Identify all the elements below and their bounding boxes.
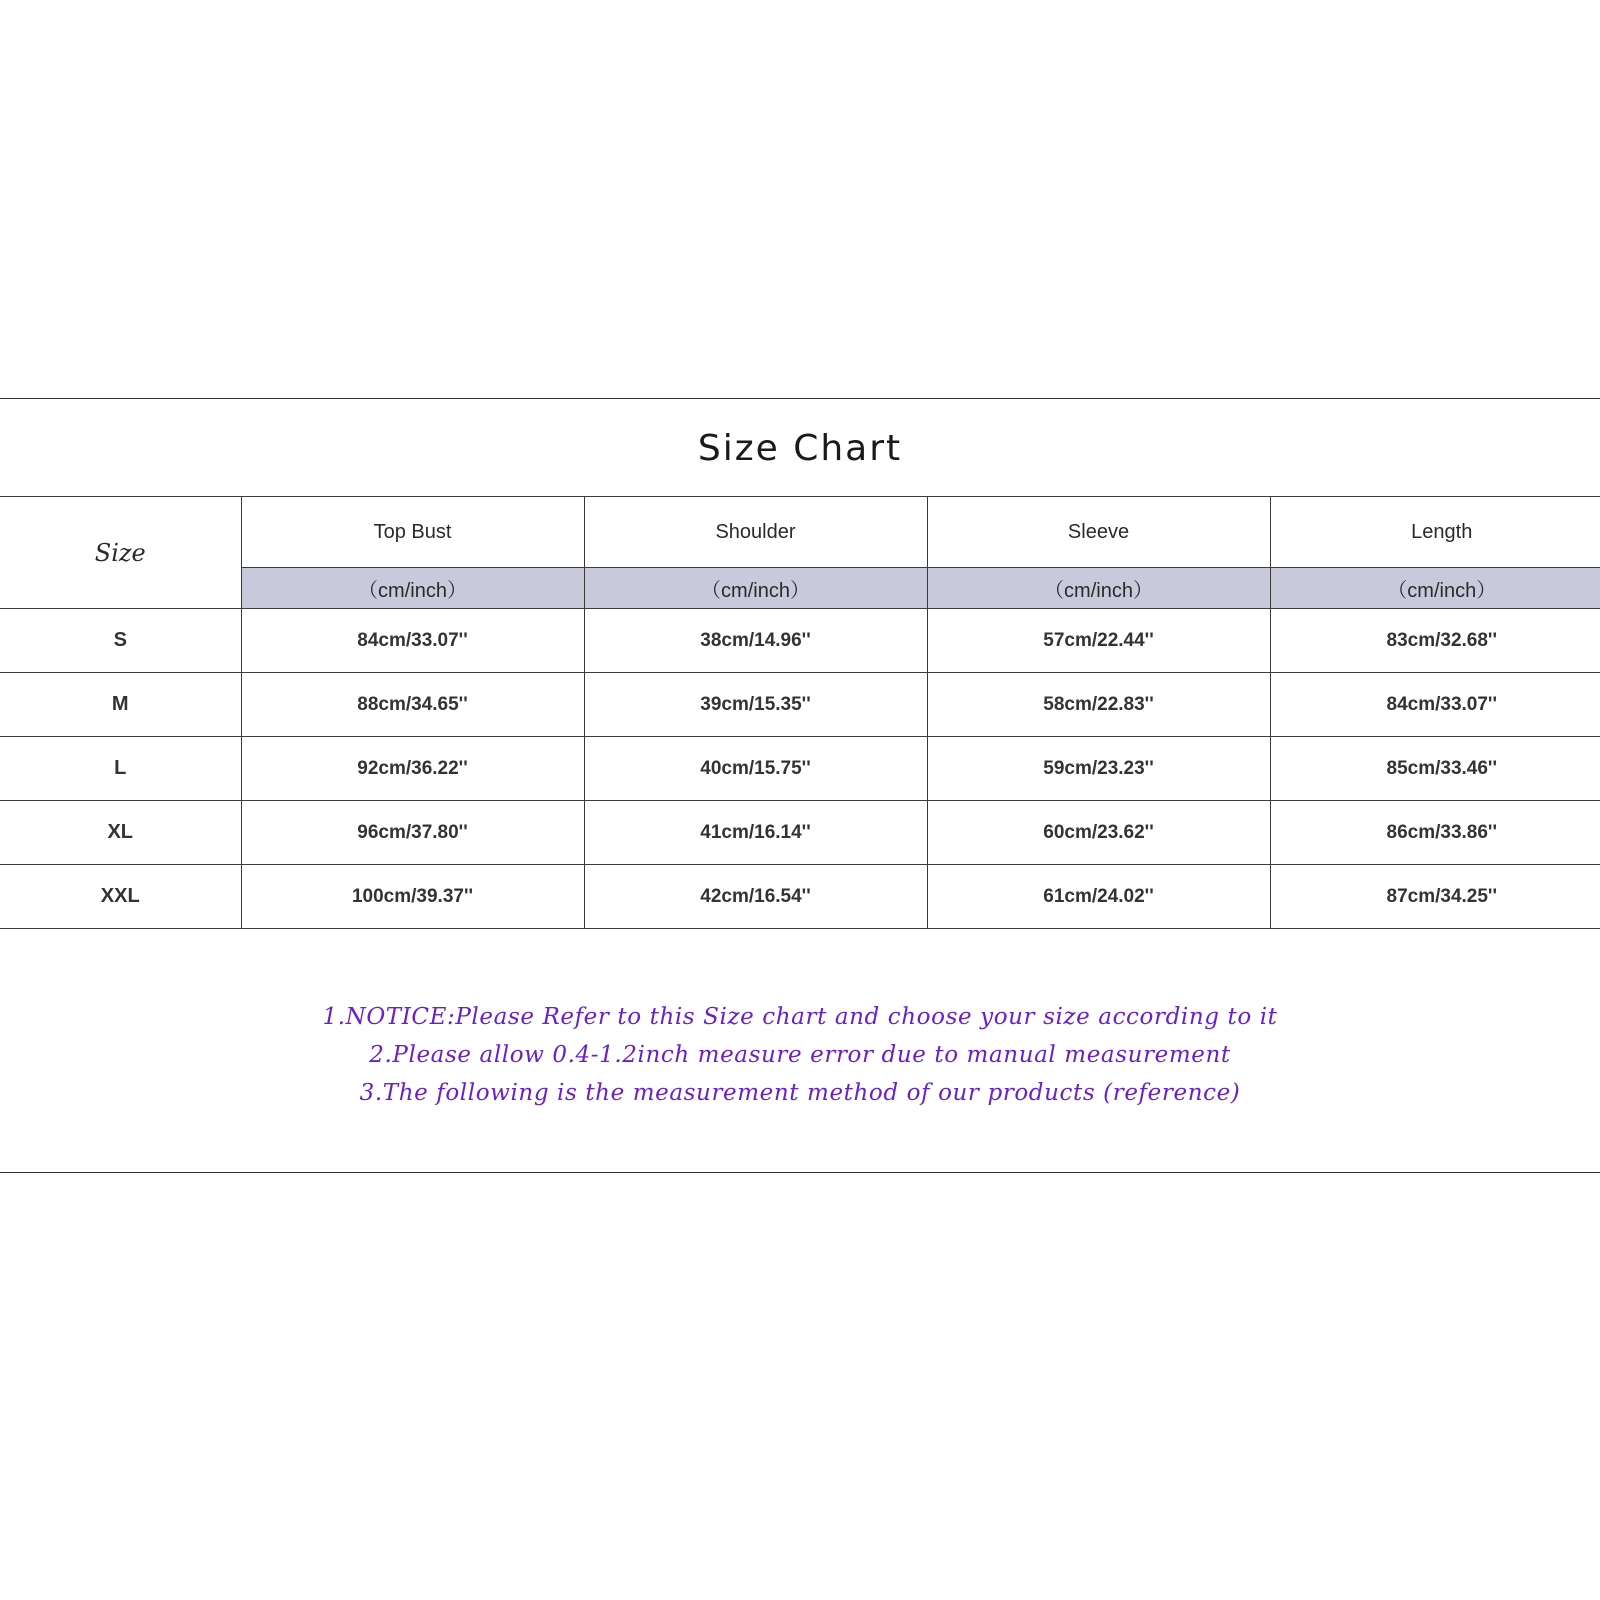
size-chart-table	[0, 496, 1600, 929]
notice-block	[0, 998, 1600, 1112]
length-cell: 83cm/32.68''	[1270, 609, 1600, 673]
sleeve-cell: 57cm/22.44''	[927, 609, 1270, 673]
top-divider	[0, 398, 1600, 399]
shoulder-cell: 38cm/14.96''	[584, 609, 927, 673]
size-column-header: Size	[0, 497, 241, 609]
unit-label: （cm/inch）	[584, 568, 927, 609]
shoulder-cell: 39cm/15.35''	[584, 673, 927, 737]
notice-line: 3.The following is the measurement method of our products (reference)	[359, 1080, 1241, 1106]
size-cell: S	[0, 609, 241, 673]
table-row	[0, 801, 1600, 865]
top-bust-cell: 96cm/37.80''	[241, 801, 584, 865]
sleeve-cell: 59cm/23.23''	[927, 737, 1270, 801]
sleeve-cell: 60cm/23.62''	[927, 801, 1270, 865]
table-header-row	[0, 497, 1600, 568]
column-header-shoulder: Shoulder	[584, 497, 927, 568]
top-bust-cell: 100cm/39.37''	[241, 865, 584, 929]
sleeve-cell: 58cm/22.83''	[927, 673, 1270, 737]
size-cell: XXL	[0, 865, 241, 929]
top-bust-cell: 88cm/34.65''	[241, 673, 584, 737]
table-row	[0, 865, 1600, 929]
length-cell: 87cm/34.25''	[1270, 865, 1600, 929]
shoulder-cell: 40cm/15.75''	[584, 737, 927, 801]
column-header-sleeve: Sleeve	[927, 497, 1270, 568]
size-cell: M	[0, 673, 241, 737]
length-cell: 84cm/33.07''	[1270, 673, 1600, 737]
unit-label: （cm/inch）	[1270, 568, 1600, 609]
sleeve-cell: 61cm/24.02''	[927, 865, 1270, 929]
size-cell: L	[0, 737, 241, 801]
notice-line: 2.Please allow 0.4-1.2inch measure error due to manual measurement	[369, 1042, 1231, 1068]
shoulder-cell: 42cm/16.54''	[584, 865, 927, 929]
page-title: Size Chart	[697, 428, 903, 469]
table-row	[0, 737, 1600, 801]
notice-line: 1.NOTICE:Please Refer to this Size chart and choose your size according to it	[322, 1004, 1278, 1030]
table-row	[0, 609, 1600, 673]
shoulder-cell: 41cm/16.14''	[584, 801, 927, 865]
size-cell: XL	[0, 801, 241, 865]
top-bust-cell: 84cm/33.07''	[241, 609, 584, 673]
top-bust-cell: 92cm/36.22''	[241, 737, 584, 801]
unit-label: （cm/inch）	[241, 568, 584, 609]
table-row	[0, 673, 1600, 737]
unit-label: （cm/inch）	[927, 568, 1270, 609]
length-cell: 86cm/33.86''	[1270, 801, 1600, 865]
length-cell: 85cm/33.46''	[1270, 737, 1600, 801]
bottom-divider	[0, 1172, 1600, 1173]
column-header-length: Length	[1270, 497, 1600, 568]
column-header-top-bust: Top Bust	[241, 497, 584, 568]
